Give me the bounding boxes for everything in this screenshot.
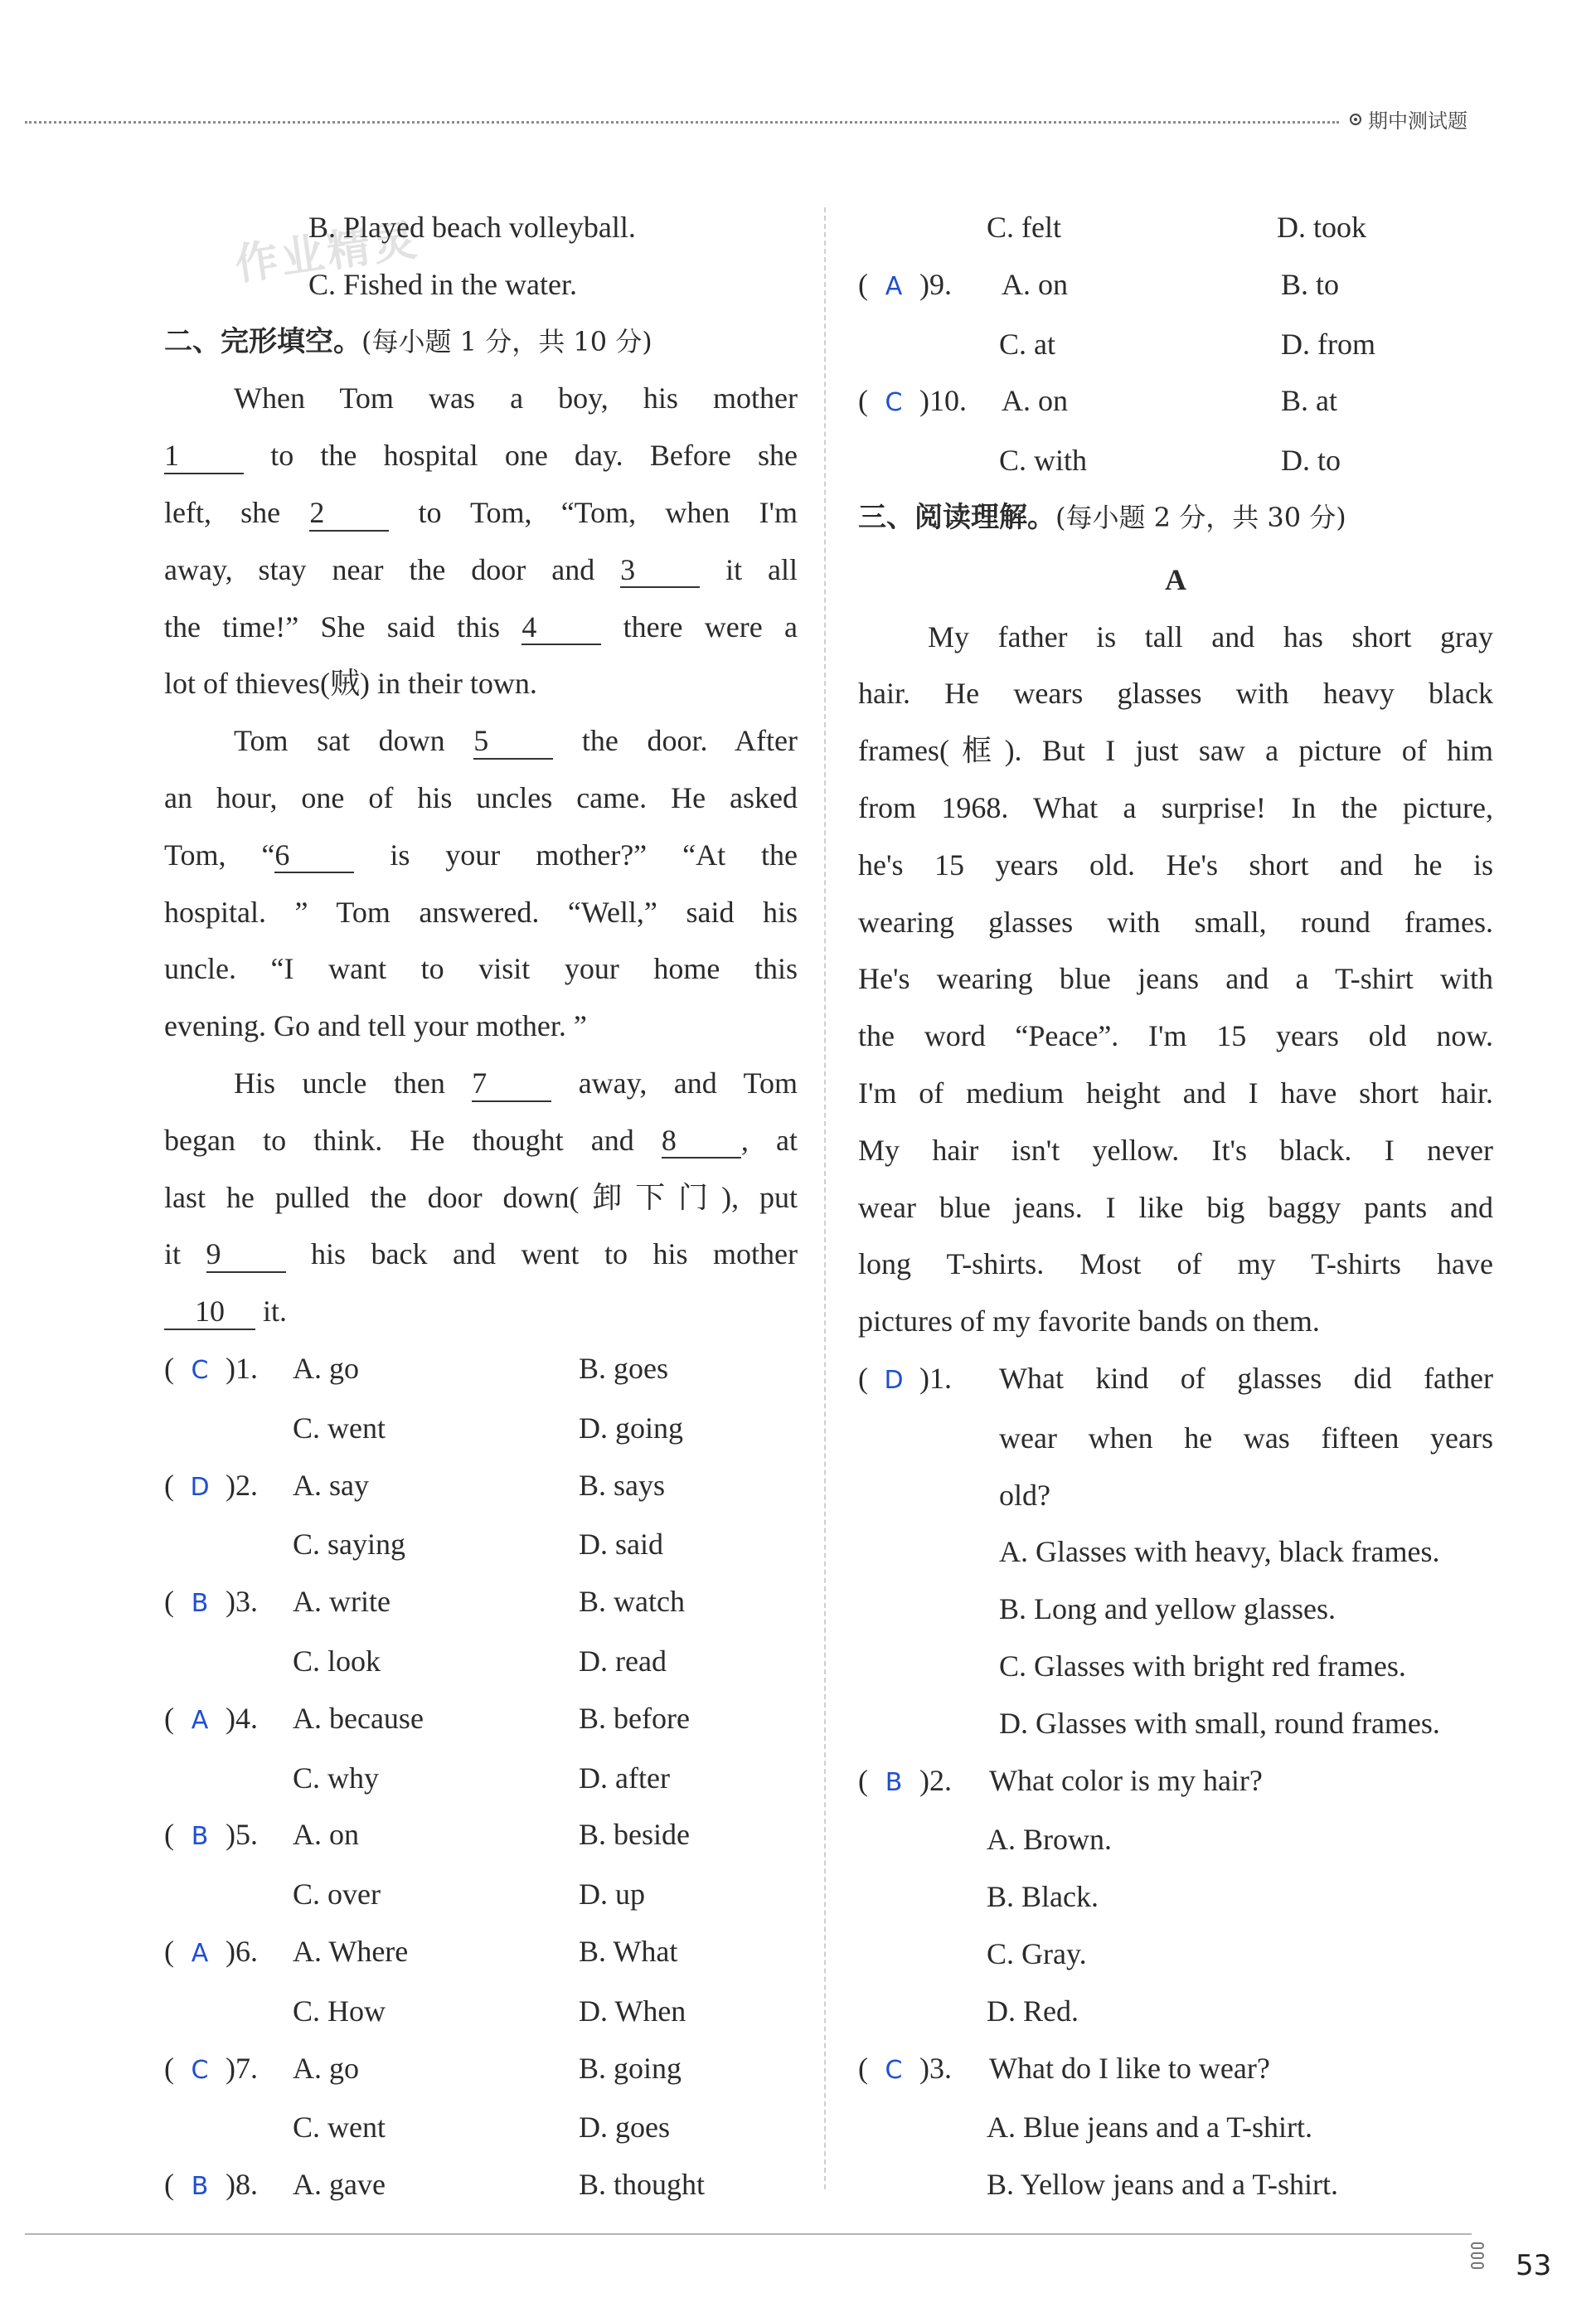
passage-line: from 1968. What a surprise! In the picture, xyxy=(858,790,1493,824)
options-row xyxy=(164,1983,798,2040)
option-line: C. Fished in the water. xyxy=(308,267,577,301)
option-c: C. over xyxy=(293,1878,381,1912)
passage-line xyxy=(164,484,798,542)
passage-line xyxy=(164,370,798,427)
passage-text: the door. After xyxy=(553,724,798,758)
answer-mark: A xyxy=(191,1938,209,1968)
option-a: A. go xyxy=(293,1351,359,1385)
answer-bracket: ( D )1. xyxy=(858,1350,999,1410)
answer-mark: B xyxy=(191,2172,209,2202)
cloze-passage xyxy=(164,370,798,1340)
blank-8: 8 xyxy=(662,1125,741,1159)
answer-option: C. Gray. xyxy=(987,1936,1087,1970)
option-d: D. from xyxy=(1281,327,1375,361)
passage-line: wear blue jeans. I like big baggy pants and xyxy=(858,1190,1493,1224)
passage-line xyxy=(164,542,798,599)
answer-bracket: ( B )5. xyxy=(164,1806,293,1866)
passage-line xyxy=(164,827,798,884)
answer-mark: A xyxy=(885,271,903,301)
option-b: B. thought xyxy=(579,2168,706,2202)
passage-text: to the hospital one day. Before she xyxy=(244,439,798,473)
header-rule xyxy=(25,121,1339,124)
blank-2: 2 xyxy=(309,497,389,532)
passage-line: My hair isn't yellow. It's black. I never xyxy=(858,1133,1493,1167)
answer-option: A. Brown. xyxy=(987,1823,1112,1857)
passage-text: Tom, “ xyxy=(164,838,275,872)
passage-line xyxy=(164,1283,798,1340)
passage-text: there were a xyxy=(601,610,798,644)
question-row xyxy=(858,1752,1493,1812)
question-row xyxy=(164,1923,798,1983)
answer-mark: B xyxy=(885,1767,903,1797)
page-number: 53 xyxy=(1516,2249,1552,2282)
passage-line: pictures of my favorite bands on them. xyxy=(858,1304,1320,1338)
left-column xyxy=(164,199,798,2216)
question-stem: wear when he was fifteen years xyxy=(999,1421,1493,1455)
passage-line xyxy=(164,940,798,998)
option-c: C. look xyxy=(293,1644,381,1678)
question-row xyxy=(164,1806,798,1866)
option-c: C. why xyxy=(293,1761,380,1795)
option-a: A. gave xyxy=(293,2168,386,2202)
section-2-heading xyxy=(164,313,798,371)
passage-line: My father is tall and has short gray xyxy=(928,619,1493,653)
passage-text: away, stay near the door and xyxy=(164,552,621,586)
right-column xyxy=(858,199,1493,2213)
cloze-questions xyxy=(164,1340,798,2216)
option-b: B. beside xyxy=(579,1818,690,1852)
question-stem: What color is my hair? xyxy=(989,1763,1263,1797)
blank-10: 10 xyxy=(164,1295,255,1330)
header-tag xyxy=(1350,104,1467,134)
option-d: D. took xyxy=(1277,211,1366,244)
passage-text: it xyxy=(164,1237,206,1271)
option-b: B. going xyxy=(579,2051,682,2085)
question-stem: What do I like to wear? xyxy=(989,2051,1270,2085)
blank-6: 6 xyxy=(274,839,354,874)
question-row xyxy=(164,1457,798,1517)
options-row xyxy=(164,1750,798,1807)
options-row xyxy=(858,432,1493,489)
answer-option: B. Yellow jeans and a T-shirt. xyxy=(987,2168,1339,2202)
passage-line: long T-shirts. Most of my T-shirts have xyxy=(858,1247,1493,1281)
passage-text: When Tom was a boy, his mother xyxy=(234,381,798,415)
question-stem: What kind of glasses did father xyxy=(999,1361,1493,1395)
passage-line: He's wearing blue jeans and a T-shirt with xyxy=(858,962,1493,996)
section-note: (每小题 2 分，共 30 分) xyxy=(1055,501,1346,533)
passage-text: it all xyxy=(700,552,798,586)
answer-mark: C xyxy=(885,388,903,418)
passage-line: he's 15 years old. He's short and he is xyxy=(858,848,1493,882)
answer-option: D. Glasses with small, round frames. xyxy=(999,1706,1440,1740)
passage-text: is your mother?” “At the xyxy=(354,838,798,872)
passage-text: hospital. ” Tom answered. “Well,” said his xyxy=(164,895,798,929)
cloze-questions-cont xyxy=(858,256,1493,489)
answer-bracket: ( B )3. xyxy=(164,1573,293,1633)
section-title: 三、阅读理解。 xyxy=(858,500,1055,534)
target-icon xyxy=(1350,114,1361,125)
option-d: D. read xyxy=(579,1644,667,1678)
option-c: C. at xyxy=(999,327,1055,361)
answer-option: D. Red. xyxy=(987,1994,1079,2028)
options-row xyxy=(858,316,1493,373)
question-row xyxy=(858,1350,1493,1410)
answer-bracket: ( A )4. xyxy=(164,1690,293,1750)
passage-text: to Tom, “Tom, when I'm xyxy=(389,495,798,529)
question-row xyxy=(858,2040,1493,2100)
option-d: D. said xyxy=(579,1528,663,1562)
option-c: C. with xyxy=(999,444,1088,478)
passage-line xyxy=(164,427,798,484)
passage-line xyxy=(164,1112,798,1169)
option-b: B. at xyxy=(1281,384,1337,418)
passage-text: , at xyxy=(740,1123,798,1157)
option-b: B. goes xyxy=(579,1351,668,1385)
option-c: C. saying xyxy=(293,1528,406,1562)
answer-bracket: ( A )9. xyxy=(858,256,1002,316)
answer-mark: D xyxy=(190,1472,210,1502)
answer-option: B. Black. xyxy=(987,1880,1099,1914)
passage-text: away, and Tom xyxy=(551,1066,798,1100)
reading-passage xyxy=(858,609,1493,1350)
answer-mark: C xyxy=(191,2055,209,2085)
passage-text: his back and went to his mother xyxy=(285,1237,798,1271)
passage-text: uncle. “I want to visit your home this xyxy=(164,952,798,986)
option-a: A. Where xyxy=(293,1934,409,1968)
question-row xyxy=(164,2040,798,2100)
answer-option: C. Glasses with bright red frames. xyxy=(999,1649,1406,1683)
option-d: D. goes xyxy=(579,2111,670,2145)
passage-text: lot of thieves(贼) in their town. xyxy=(164,667,537,701)
option-d: D. When xyxy=(579,1994,686,2028)
passage-text: His uncle then xyxy=(234,1066,473,1100)
options-row xyxy=(164,1633,798,1690)
passage-line xyxy=(164,655,798,712)
watermark: 作业精灵 xyxy=(231,215,423,291)
question-row xyxy=(164,1340,798,1400)
passage-line: frames(框). But I just saw a picture of him xyxy=(858,734,1493,768)
blank-7: 7 xyxy=(472,1067,551,1102)
passage-line: I'm of medium height and I have short hair. xyxy=(858,1076,1493,1110)
passage-line xyxy=(164,1226,798,1283)
passage-text: last he pulled the door down(卸下门), put xyxy=(164,1180,798,1214)
options-row xyxy=(858,199,1493,256)
answer-mark: D xyxy=(884,1365,904,1395)
option-a: A. on xyxy=(1002,267,1068,301)
question-row xyxy=(164,1573,798,1633)
options-row xyxy=(164,1400,798,1457)
option-d: D. to xyxy=(1281,444,1341,478)
answer-bracket: ( B )2. xyxy=(858,1752,989,1812)
passage-line xyxy=(164,599,798,656)
options-row xyxy=(164,2099,798,2156)
option-c: C. felt xyxy=(987,211,1061,244)
passage-line: the word “Peace”. I'm 15 years old now. xyxy=(858,1019,1493,1053)
answer-mark: C xyxy=(885,2055,903,2085)
section-note: (每小题 1 分，共 10 分) xyxy=(361,325,652,357)
passage-text: evening. Go and tell your mother. ” xyxy=(164,1009,587,1043)
question-stem: old? xyxy=(999,1478,1050,1512)
passage-line xyxy=(164,712,798,770)
answer-bracket: ( C )7. xyxy=(164,2040,293,2100)
blank-1: 1 xyxy=(164,440,244,474)
header-tag-text: 期中测试题 xyxy=(1368,109,1467,133)
footer-rule xyxy=(25,2233,1472,2235)
option-b: B. What xyxy=(579,1934,678,1968)
option-b: B. watch xyxy=(579,1585,685,1619)
passage-line: wearing glasses with small, round frames. xyxy=(858,905,1493,939)
passage-line xyxy=(164,884,798,941)
passage-text: it. xyxy=(255,1295,288,1329)
answer-bracket: ( A )6. xyxy=(164,1923,293,1983)
passage-line: hair. He wears glasses with heavy black xyxy=(858,677,1493,711)
answer-option: A. Blue jeans and a T-shirt. xyxy=(987,2111,1312,2145)
option-d: D. after xyxy=(579,1761,670,1795)
option-a: A. say xyxy=(293,1468,369,1502)
option-b: B. before xyxy=(579,1701,690,1735)
passage-line xyxy=(164,770,798,827)
blank-9: 9 xyxy=(206,1238,286,1273)
option-c: C. went xyxy=(293,1411,386,1445)
question-row xyxy=(164,2156,798,2216)
answer-mark: C xyxy=(191,1355,209,1385)
passage-text: an hour, one of his uncles came. He asked xyxy=(164,780,798,814)
option-d: D. going xyxy=(579,1411,683,1445)
answer-option: B. Long and yellow glasses. xyxy=(999,1592,1336,1626)
column-divider xyxy=(824,207,826,2189)
option-a: A. on xyxy=(293,1818,359,1852)
option-c: C. went xyxy=(293,2111,386,2145)
question-row xyxy=(858,1467,1493,1524)
question-row xyxy=(164,1690,798,1750)
option-a: A. on xyxy=(1002,384,1068,418)
option-c: C. How xyxy=(293,1994,386,2028)
reading-questions xyxy=(858,1350,1493,2213)
option-b: B. to xyxy=(1281,267,1340,301)
option-a: A. go xyxy=(293,2051,359,2085)
answer-bracket: ( C )10. xyxy=(858,372,1002,432)
answer-mark: A xyxy=(191,1705,209,1735)
answer-option: A. Glasses with heavy, black frames. xyxy=(999,1535,1440,1569)
answer-bracket: ( C )1. xyxy=(164,1340,293,1400)
answer-mark: B xyxy=(191,1589,209,1619)
question-row xyxy=(858,256,1493,316)
passage-line xyxy=(164,1055,798,1112)
answer-bracket: ( B )8. xyxy=(164,2156,293,2216)
option-d: D. up xyxy=(579,1878,645,1912)
blank-5: 5 xyxy=(473,725,553,760)
blank-4: 4 xyxy=(521,611,601,646)
passage-text: Tom sat down xyxy=(234,724,474,758)
page-decoration-icon xyxy=(1469,2239,1489,2297)
passage-text: began to think. He thought and xyxy=(164,1123,662,1157)
answer-mark: B xyxy=(191,1822,209,1852)
option-a: A. write xyxy=(293,1585,391,1619)
option-a: A. because xyxy=(293,1701,424,1735)
options-row xyxy=(164,1866,798,1923)
option-b: B. says xyxy=(579,1468,666,1502)
section-3-heading xyxy=(858,489,1493,546)
options-row xyxy=(164,1516,798,1573)
answer-bracket: ( C )3. xyxy=(858,2040,989,2100)
passage-line xyxy=(164,1169,798,1227)
section-title: 二、完形填空。 xyxy=(164,324,361,358)
passage-text: the time!” She said this xyxy=(164,610,522,644)
question-row xyxy=(858,1410,1493,1467)
passage-text: left, she xyxy=(164,495,310,529)
passage-line xyxy=(164,998,798,1055)
option-line: B. Played beach volleyball. xyxy=(308,211,636,244)
passage-title: A xyxy=(1165,562,1186,596)
blank-3: 3 xyxy=(620,554,700,589)
question-row xyxy=(858,372,1493,432)
answer-bracket: ( D )2. xyxy=(164,1457,293,1517)
